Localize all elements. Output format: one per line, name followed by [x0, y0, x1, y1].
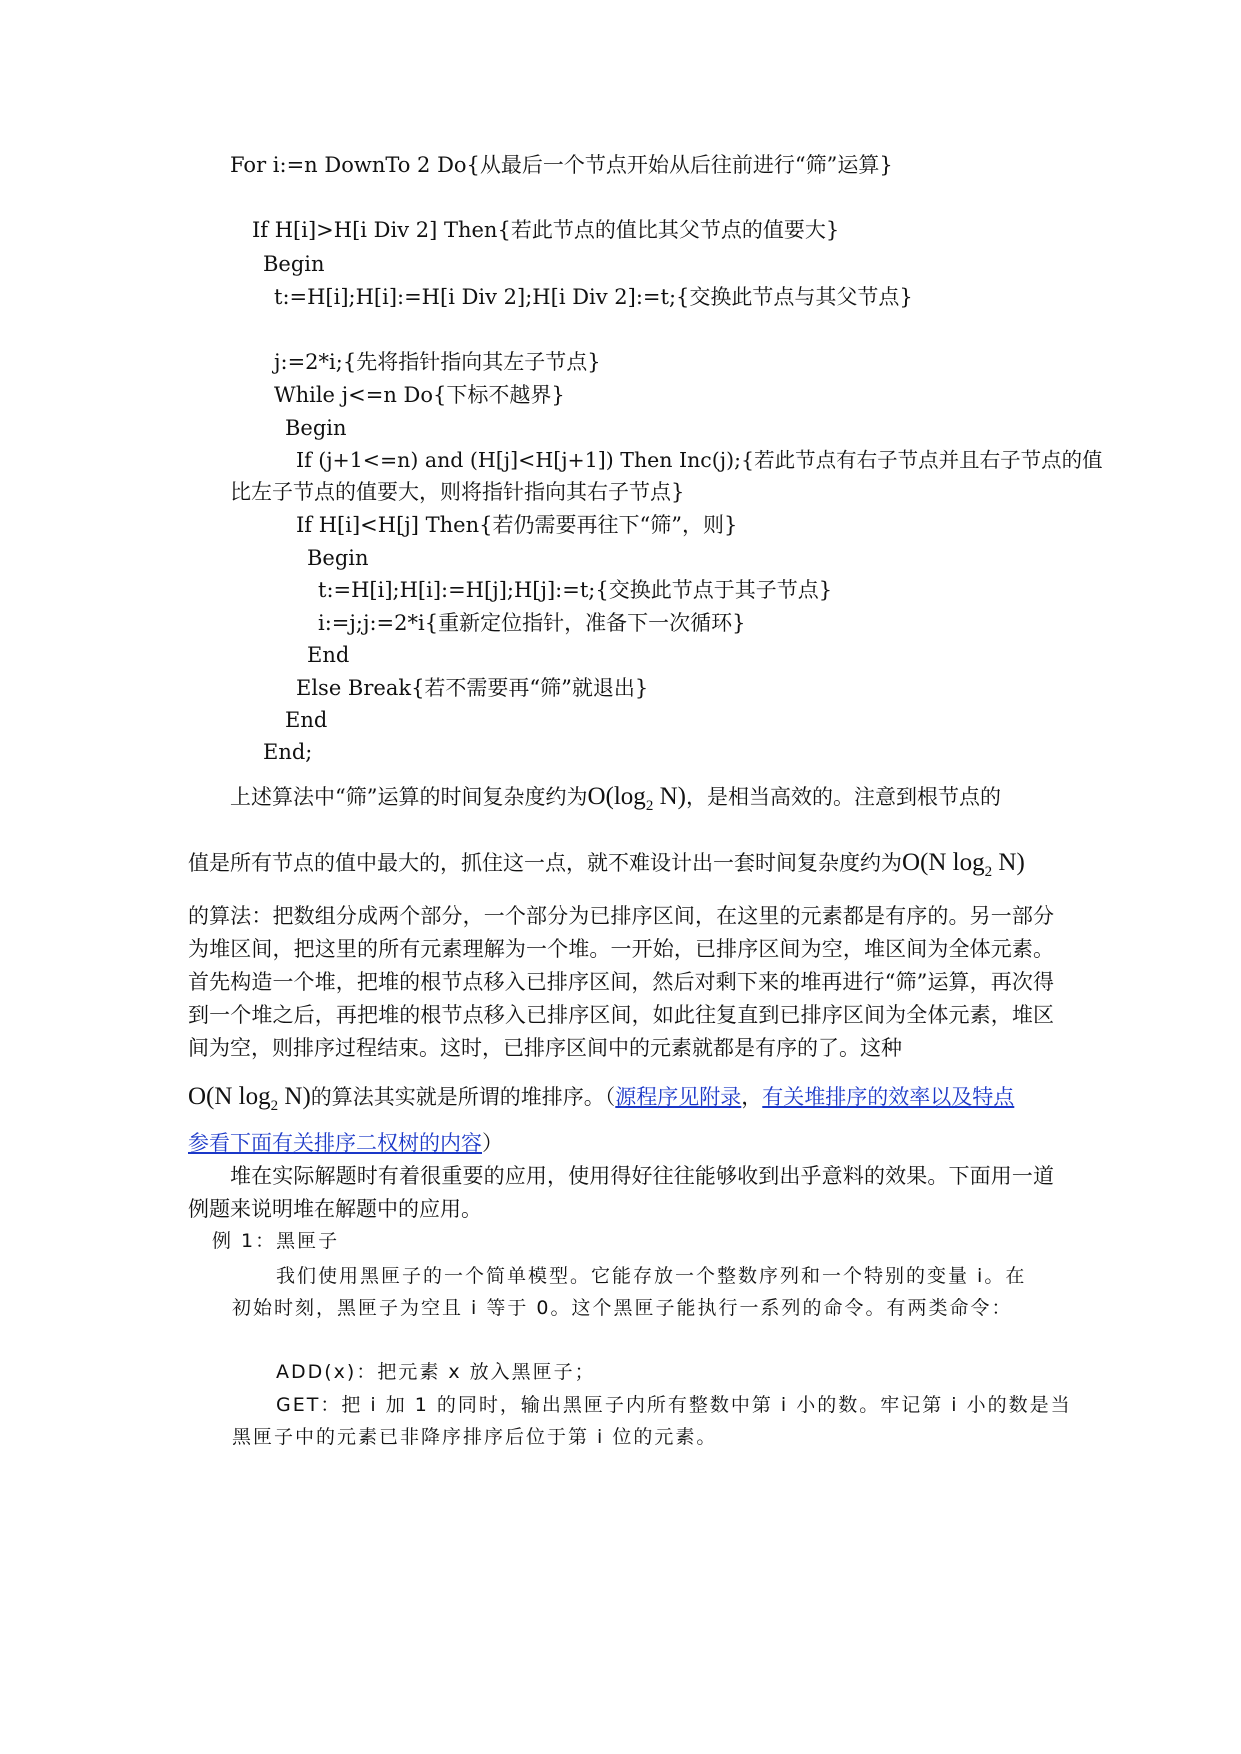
- formula-n-log-n: O(N $\log_2 N$): [902, 849, 1025, 880]
- link-source-appendix[interactable]: 源程序见附录: [615, 1085, 742, 1109]
- code-line-17: End;: [263, 740, 313, 764]
- formula-n-log-n-2: O(N $\log_2 N$): [188, 1083, 311, 1114]
- text-segment: ）: [482, 1131, 503, 1155]
- code-line-3: Begin: [263, 252, 325, 276]
- code-line-6: While j<=n Do{下标不越界}: [274, 383, 565, 407]
- paragraph-heap-sort-description: 的算法：把数组分成两个部分，一个部分为已排序区间，在这里的元素都是有序的。另一部分为堆区间，把这里的所有元素理解为一个堆。一开始，已排序区间为空，堆区间为全体元素。首先构造一个堆，把堆的根节点移入已排序区间，然后对剩下来的堆再进行“筛”运算，再次得到一个堆之后，再把堆的根节点移入已排序区间，如此往复直到已排序区间为全体元素，堆区间为空，则排序过程结束。这时，已排序区间中的元素就都是有序的了。这种: [188, 904, 1054, 1060]
- text-segment: ，是相当高效的。注意到根节点的: [685, 785, 1001, 809]
- text-segment: 值是所有节点的值中最大的，抓住这一点，就不难设计出一套时间复杂度约为: [188, 851, 902, 875]
- text-segment: 上述算法中“筛”运算的时间复杂度约为: [230, 785, 588, 809]
- paragraph-heap-application: 堆在实际解题时有着很重要的应用，使用得好往往能够收到出乎意料的效果。下面用一道例题来说明堆在解题中的应用。: [188, 1164, 1054, 1221]
- example-title: 例 1：黑匣子: [212, 1230, 340, 1252]
- example-desc-line-4: GET：把 i 加 1 的同时，输出黑匣子内所有整数中第 i 小的数。牢记第 i 小的数是当: [276, 1394, 1072, 1416]
- code-line-2: If H[i]>H[i Div 2] Then{若此节点的值比其父节点的值要大}: [252, 218, 840, 242]
- code-line-4: t:=H[i];H[i]:=H[i Div 2];H[i Div 2]:=t;{交换此节点与其父节点}: [274, 285, 913, 309]
- link-binary-tree-content[interactable]: 参看下面有关排序二权树的内容: [188, 1131, 482, 1155]
- example-desc-line-5: 黑匣子中的元素已非降序排序后位于第 i 位的元素。: [232, 1426, 718, 1448]
- text-segment: 的算法其实就是所谓的堆排序。（: [310, 1085, 616, 1109]
- example-desc-line-1: 我们使用黑匣子的一个简单模型。它能存放一个整数序列和一个特别的变量 i。在: [276, 1265, 1027, 1287]
- paragraph-complexity-line-1: [230, 782, 1001, 821]
- code-line-8: If (j+1<=n) and (H[j]<H[j+1]) Then Inc(j);{若此节点有右子节点并且右子节点的值: [296, 448, 1103, 472]
- code-line-15: Else Break{若不需要再“筛”就退出}: [296, 676, 649, 700]
- code-line-1: For i:=n DownTo 2 Do{从最后一个节点开始从后往前进行“筛”运算}: [230, 153, 893, 177]
- formula-log-n: $O(\log_2$ N): [587, 783, 686, 814]
- paragraph-heap-sort-line: [188, 1082, 1014, 1121]
- paragraph-complexity-line-2: [188, 848, 1025, 887]
- code-line-9: 比左子节点的值要大，则将指针指向其右子节点}: [230, 480, 685, 504]
- paragraph-heap-sort-line-2: [188, 1128, 503, 1158]
- text-segment: ，: [741, 1085, 763, 1109]
- code-line-14: End: [307, 643, 350, 667]
- code-line-10: If H[i]<H[j] Then{若仍需要再往下“筛”，则}: [296, 513, 738, 537]
- code-line-5: j:=2*i;{先将指针指向其左子节点}: [274, 350, 601, 374]
- code-line-13: i:=j;j:=2*i{重新定位指针，准备下一次循环}: [318, 611, 746, 635]
- code-line-11: Begin: [307, 546, 369, 570]
- example-desc-line-3: ADD(x)：把元素 x 放入黑匣子；: [276, 1361, 596, 1383]
- code-line-7: Begin: [285, 416, 347, 440]
- example-desc-line-2: 初始时刻，黑匣子为空且 i 等于 0。这个黑匣子能执行一系列的命令。有两类命令：: [232, 1297, 1013, 1319]
- link-heap-sort-efficiency[interactable]: 有关堆排序的效率以及特点: [762, 1085, 1015, 1109]
- code-line-16: End: [285, 708, 328, 732]
- code-line-12: t:=H[i];H[i]:=H[j];H[j]:=t;{交换此节点于其子节点}: [318, 578, 833, 602]
